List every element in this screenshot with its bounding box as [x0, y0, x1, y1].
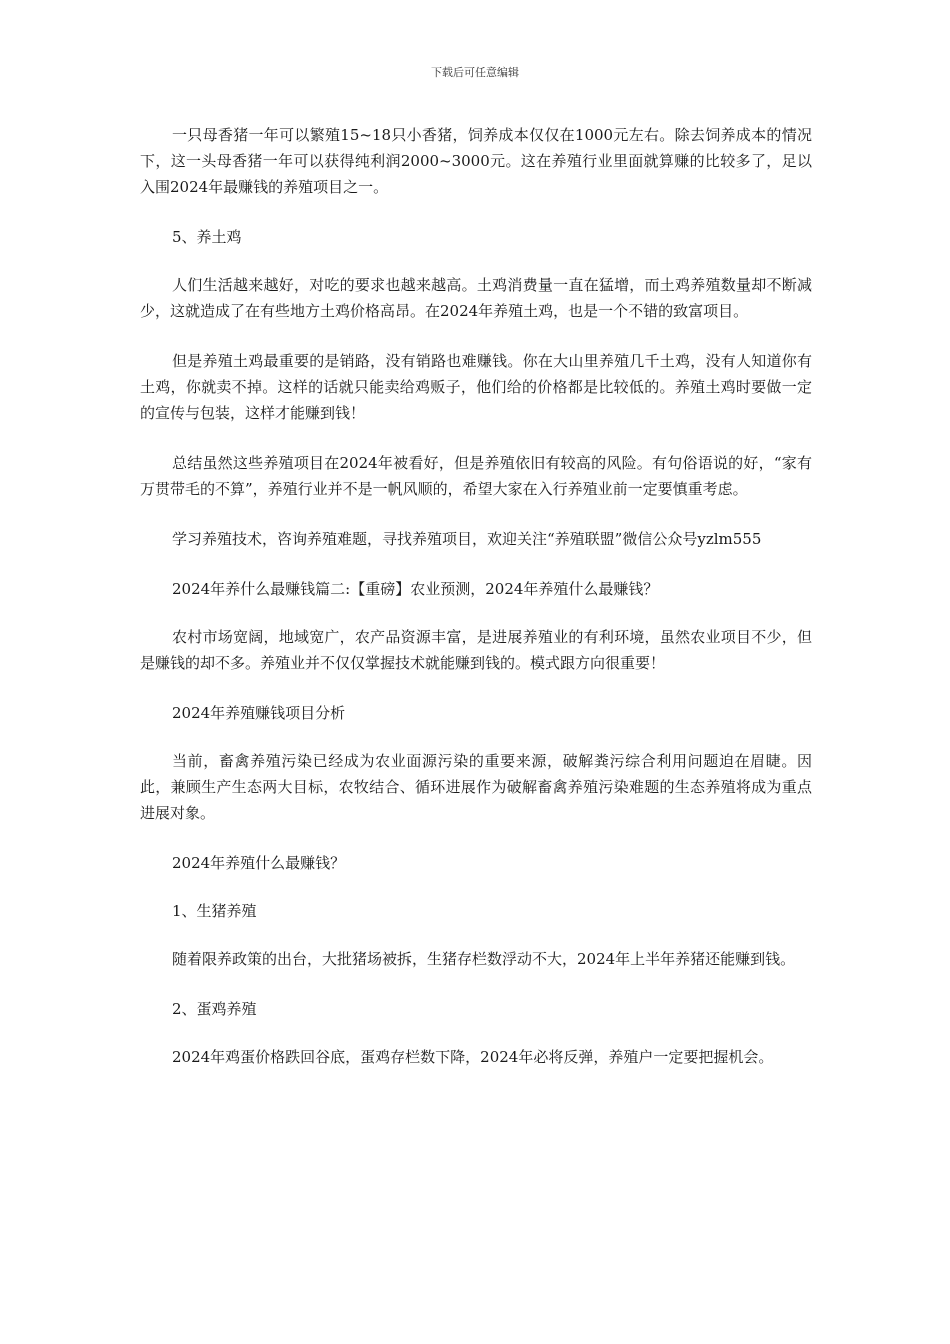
paragraph-summary: 总结虽然这些养殖项目在2024年被看好，但是养殖依旧有较高的风险。有句俗语说的好，“家有万贯带毛的不算”，养殖行业并不是一帆风顺的，希望大家在入行养殖业前一定要慎重考虑。: [140, 454, 812, 498]
document-body: [140, 122, 812, 1094]
paragraph-follow-account: 学习养殖技术，咨询养殖难题，寻找养殖项目，欢迎关注“养殖联盟”微信公众号yzlm555: [172, 530, 762, 548]
paragraph-pig-farming: 随着限养政策的出台，大批猪场被拆，生猪存栏数浮动不大，2024年上半年养猪还能赚到钱。: [172, 950, 796, 968]
page-header-note: 下载后可任意编辑: [431, 66, 519, 79]
paragraph-tuji-demand: 人们生活越来越好，对吃的要求也越来越高。土鸡消费量一直在猛增，而土鸡养殖数量却不断减少，这就造成了在有些地方土鸡价格高昂。在2024年养殖土鸡，也是一个不错的致富项目。: [140, 276, 812, 320]
heading-egg-chicken: 2、蛋鸡养殖: [172, 1000, 257, 1018]
paragraph-pollution: 当前，畜禽养殖污染已经成为农业面源污染的重要来源，破解粪污综合利用问题迫在眉睫。因此，兼顾生产生态两大目标，农牧结合、循环进展作为破解畜禽养殖污染难题的生态养殖将成为重点进展对象。: [140, 752, 812, 822]
section-title-part-two: 2024年养什么最赚钱篇二:【重磅】农业预测，2024年养殖什么最赚钱？: [172, 580, 659, 598]
paragraph-egg-chicken: 2024年鸡蛋价格跌回谷底，蛋鸡存栏数下降，2024年必将反弹，养殖户一定要把握机会。: [172, 1048, 774, 1066]
paragraph-xiangzhu-profit: 一只母香猪一年可以繁殖15~18只小香猪，饲养成本仅仅在1000元左右。除去饲养成本的情况下，这一头母香猪一年可以获得纯利润2000~3000元。这在养殖行业里面就算赚的比较多了，足以入围2024年最赚钱的养殖项目之一。: [140, 126, 812, 196]
paragraph-rural-market: 农村市场宽阔，地域宽广，农产品资源丰富，是进展养殖业的有利环境，虽然农业项目不少，但是赚钱的却不多。养殖业并不仅仅掌握技术就能赚到钱的。模式跟方向很重要！: [140, 628, 812, 672]
heading-pig-farming: 1、生猪养殖: [172, 902, 257, 920]
subheading-what-to-raise: 2024年养殖什么最赚钱？: [172, 854, 346, 872]
subheading-analysis: 2024年养殖赚钱项目分析: [172, 704, 346, 722]
paragraph-tuji-sales: 但是养殖土鸡最重要的是销路，没有销路也难赚钱。你在大山里养殖几千土鸡，没有人知道你有土鸡，你就卖不掉。这样的话就只能卖给鸡贩子，他们给的价格都是比较低的。养殖土鸡时要做一定的宣传与包装，这样才能赚到钱！: [140, 352, 812, 422]
heading-tuji: 5、养土鸡: [172, 228, 242, 246]
